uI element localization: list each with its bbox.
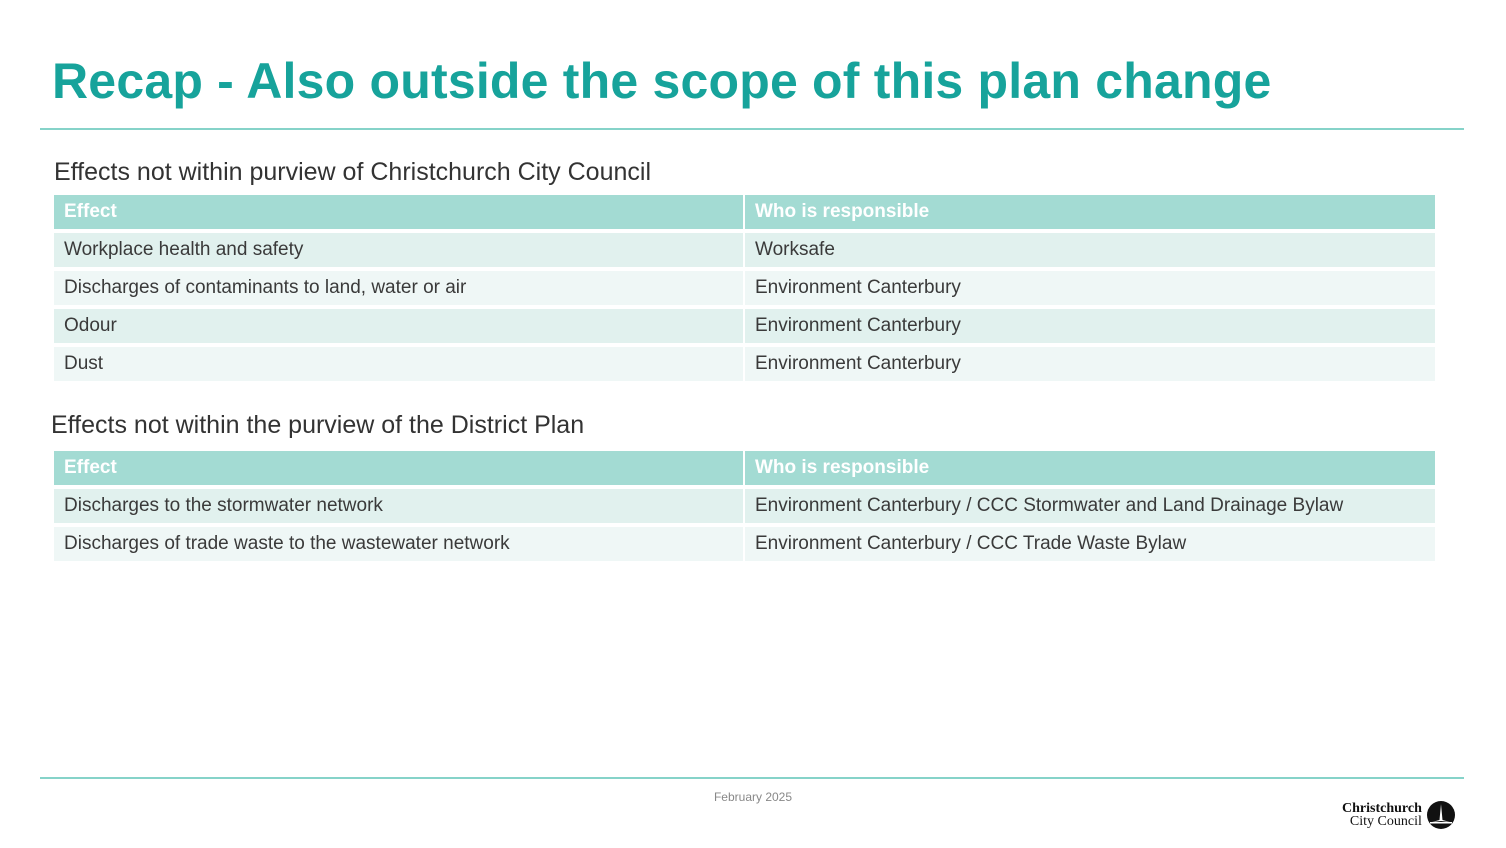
table-header — [54, 451, 1435, 485]
council-logo — [1342, 800, 1456, 830]
effect-cell: Dust — [54, 347, 745, 381]
table-row — [54, 489, 1435, 523]
column-header-responsible: Who is responsible — [745, 195, 1435, 229]
column-header-responsible: Who is responsible — [745, 451, 1435, 485]
table-header — [54, 195, 1435, 229]
table-row — [54, 309, 1435, 343]
table-council-purview — [54, 191, 1435, 385]
footer-date: February 2025 — [713, 790, 793, 804]
effect-cell: Odour — [54, 309, 745, 343]
top-divider — [40, 128, 1464, 130]
slide-title: Recap - Also outside the scope of this plan change — [52, 53, 1272, 109]
column-header-effect: Effect — [54, 195, 745, 229]
table-row — [54, 527, 1435, 561]
section-heading-council: Effects not within purview of Christchurch City Council — [54, 158, 651, 186]
logo-line2: City Council — [1349, 814, 1422, 829]
effect-cell: Discharges of trade waste to the wastewater network — [54, 527, 745, 561]
table-district-plan-purview — [54, 447, 1435, 565]
bottom-divider — [40, 777, 1464, 779]
table-row — [54, 347, 1435, 381]
table-row — [54, 233, 1435, 267]
table-row — [54, 271, 1435, 305]
effect-cell: Workplace health and safety — [54, 233, 745, 267]
responsible-cell: Environment Canterbury — [745, 309, 1435, 343]
responsible-cell: Environment Canterbury / CCC Trade Waste Bylaw — [745, 527, 1435, 561]
responsible-cell: Environment Canterbury — [745, 347, 1435, 381]
section-heading-district-plan: Effects not within the purview of the District Plan — [51, 411, 585, 439]
effect-cell: Discharges to the stormwater network — [54, 489, 745, 523]
column-header-effect: Effect — [54, 451, 745, 485]
responsible-cell: Environment Canterbury — [745, 271, 1435, 305]
effect-cell: Discharges of contaminants to land, water or air — [54, 271, 745, 305]
responsible-cell: Worksafe — [745, 233, 1435, 267]
cathedral-emblem-icon — [1426, 800, 1456, 830]
logo-line1: Christchurch — [1342, 801, 1422, 816]
responsible-cell: Environment Canterbury / CCC Stormwater and Land Drainage Bylaw — [745, 489, 1435, 523]
